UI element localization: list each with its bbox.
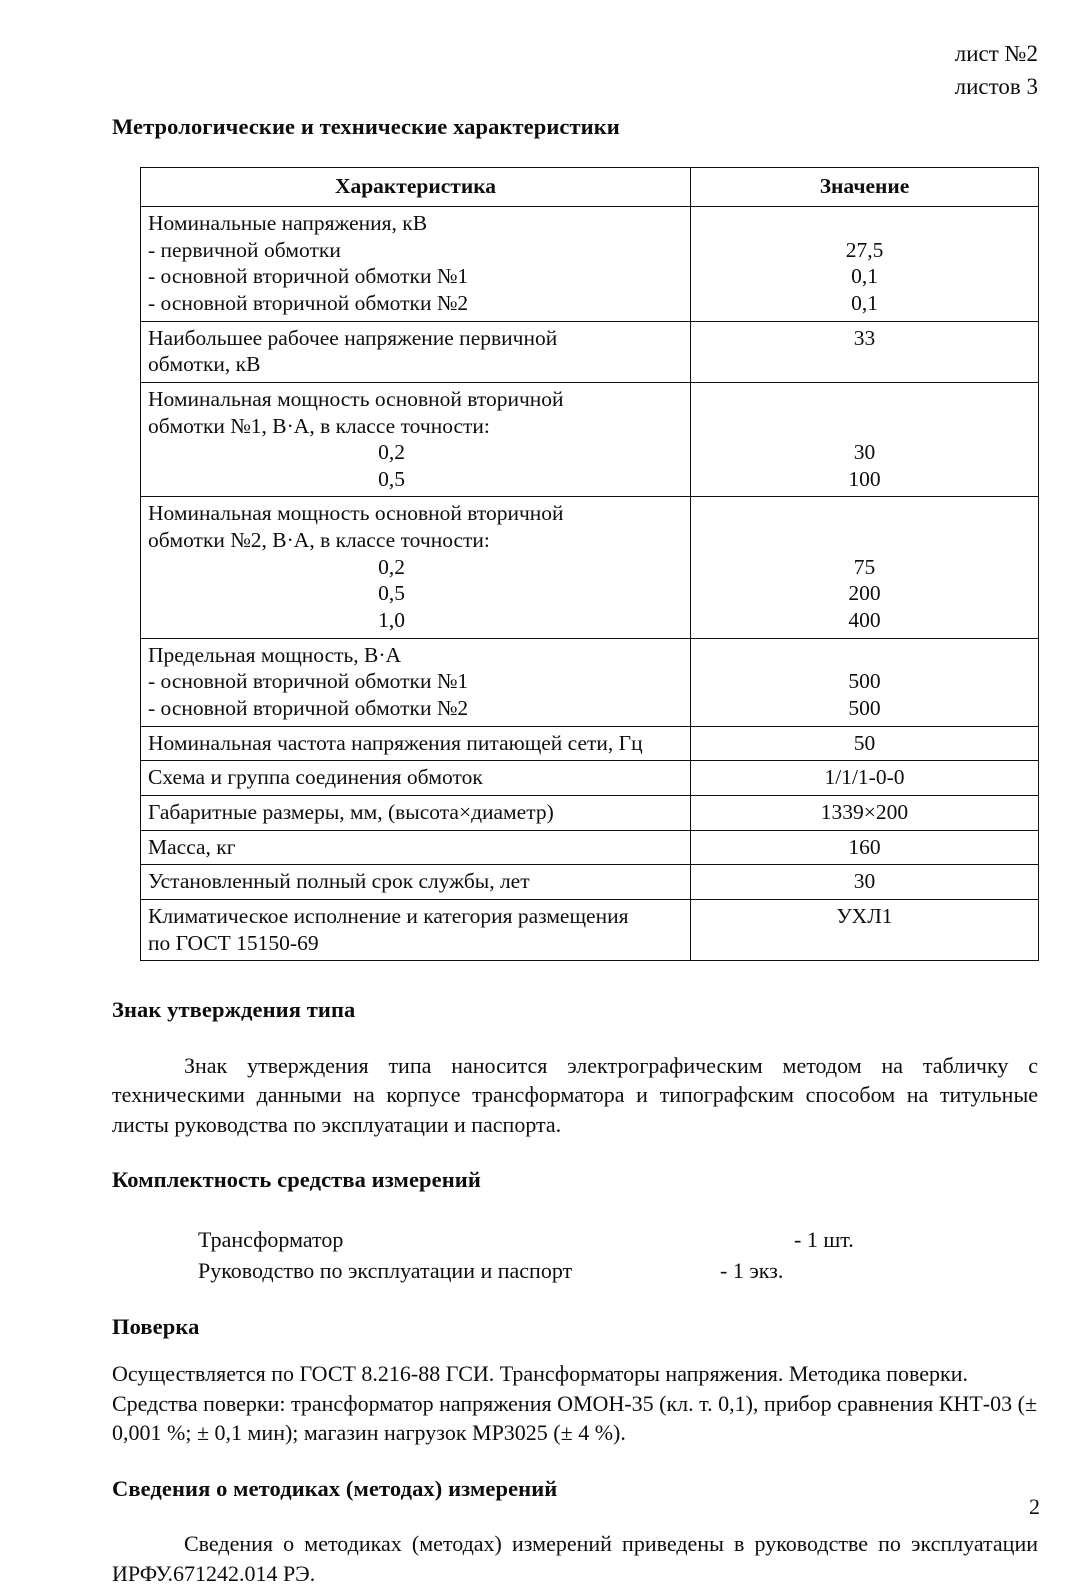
table-cell-line: 0,2 bbox=[378, 554, 405, 579]
table-cell-line: 100 bbox=[848, 466, 881, 491]
table-cell-line: - основной вторичной обмотки №2 bbox=[148, 696, 469, 721]
specifications-table bbox=[140, 167, 1039, 961]
verification-paragraph: Осуществляется по ГОСТ 8.216-88 ГСИ. Трансформаторы напряжения. Методика поверки. Средства поверки: трансформатор напряжения ОМОН-35 (кл. т. 0,1), прибор сравнения КНТ-03 (± 0,001 %; ± 0,1 мин); магазин нагрузок МР3025 (± 4 %). bbox=[112, 1361, 1038, 1446]
table-cell-value bbox=[691, 796, 1039, 831]
table-cell-line: Схема и группа соединения обмоток bbox=[148, 765, 483, 790]
table-cell-line: 50 bbox=[853, 730, 876, 755]
table-cell-line: Наибольшее рабочее напряжение первичной bbox=[148, 325, 558, 350]
table-cell-line: 0,1 bbox=[851, 290, 878, 315]
table-cell-line: обмотки №2, В·А, в классе точности: bbox=[148, 528, 490, 553]
table-cell-characteristic bbox=[141, 830, 691, 865]
kit-item-name: Руководство по эксплуатации и паспорт bbox=[198, 1258, 573, 1284]
page-number: 2 bbox=[1029, 1494, 1040, 1519]
table-cell-line: Климатическое исполнение и категория размещения bbox=[148, 904, 629, 928]
table-cell-line: 160 bbox=[848, 834, 881, 859]
table-cell-characteristic bbox=[141, 321, 691, 382]
table-cell-characteristic bbox=[141, 796, 691, 831]
table-cell-line: 27,5 bbox=[845, 237, 884, 262]
table-row bbox=[141, 830, 1039, 865]
table-cell-line: Габаритные размеры, мм, (высота×диаметр) bbox=[148, 800, 554, 825]
table-cell-line: 30 bbox=[853, 869, 876, 894]
table-cell-value bbox=[691, 382, 1039, 497]
table-row bbox=[141, 796, 1039, 831]
table-cell-characteristic bbox=[141, 865, 691, 900]
table-cell-value bbox=[691, 497, 1039, 638]
table-cell-line: 0,5 bbox=[378, 466, 405, 491]
table-cell-line: Номинальная частота напряжения питающей сети, Гц bbox=[148, 730, 643, 755]
kit-list-item bbox=[198, 1224, 1038, 1255]
table-cell-line: 0,1 bbox=[851, 264, 878, 289]
table-cell-characteristic bbox=[141, 638, 691, 726]
type-mark-paragraph: Знак утверждения типа наносится электрографическим методом на табличку с техническими данными на корпусе трансформатора и типографским способом на титульные листы руководства по эксплуатации и паспорта. bbox=[112, 1052, 1038, 1137]
sheets-total: листов 3 bbox=[954, 73, 1038, 99]
table-row bbox=[141, 497, 1039, 638]
verification-heading: Поверка bbox=[112, 1314, 200, 1340]
sheet-number: лист №2 bbox=[954, 41, 1038, 66]
table-cell-line: Номинальные напряжения, кВ bbox=[148, 210, 428, 235]
table-row bbox=[141, 638, 1039, 726]
kit-item-quantity: - 1 шт. bbox=[794, 1227, 854, 1253]
specifications-table-wrapper bbox=[140, 167, 1038, 961]
table-cell-line: - основной вторичной обмотки №1 bbox=[148, 264, 469, 289]
table-cell-line: Предельная мощность, В·А bbox=[148, 642, 402, 667]
table-cell-line: 1339×200 bbox=[820, 800, 909, 825]
specs-heading: Метрологические и технические характеристики bbox=[112, 114, 620, 139]
column-header-characteristic: Характеристика bbox=[141, 168, 691, 207]
table-cell-line: обмотки, кВ bbox=[148, 352, 261, 377]
table-cell-line: по ГОСТ 15150-69 bbox=[148, 930, 319, 955]
table-cell-characteristic bbox=[141, 497, 691, 638]
table-cell-line: - первичной обмотки bbox=[148, 237, 341, 262]
table-cell-line: Масса, кг bbox=[148, 834, 236, 859]
table-cell-value bbox=[691, 900, 1039, 961]
kit-item-quantity: - 1 экз. bbox=[720, 1258, 784, 1284]
table-row bbox=[141, 900, 1039, 961]
table-cell-line: Номинальная мощность основной вторичной bbox=[148, 501, 564, 526]
table-row bbox=[141, 865, 1039, 900]
table-cell-value bbox=[691, 206, 1039, 321]
table-cell-line: УХЛ1 bbox=[836, 904, 893, 928]
table-cell-line: 500 bbox=[848, 696, 881, 721]
table-cell-line: 33 bbox=[853, 325, 876, 350]
column-header-value: Значение bbox=[691, 168, 1039, 207]
kit-list-item bbox=[198, 1255, 1038, 1286]
table-row bbox=[141, 382, 1039, 497]
table-cell-value bbox=[691, 726, 1039, 761]
table-cell-line: 400 bbox=[848, 608, 881, 633]
table-cell-line: 30 bbox=[853, 440, 876, 465]
table-cell-line: 1/1/1-0-0 bbox=[824, 765, 905, 790]
table-row bbox=[141, 206, 1039, 321]
running-head bbox=[955, 38, 1038, 103]
table-row bbox=[141, 761, 1039, 796]
table-cell-characteristic bbox=[141, 900, 691, 961]
table-cell-characteristic bbox=[141, 382, 691, 497]
table-cell-line: 500 bbox=[848, 669, 881, 694]
table-cell-value bbox=[691, 830, 1039, 865]
table-cell-characteristic bbox=[141, 761, 691, 796]
table-cell-line: 1,0 bbox=[378, 608, 405, 633]
kit-heading: Комплектность средства измерений bbox=[112, 1166, 481, 1192]
table-cell-line: 200 bbox=[848, 581, 881, 606]
table-cell-line: - основной вторичной обмотки №2 bbox=[148, 290, 469, 315]
table-cell-line: - основной вторичной обмотки №1 bbox=[148, 669, 469, 694]
table-cell-line: Установленный полный срок службы, лет bbox=[148, 869, 530, 894]
table-cell-line: 75 bbox=[853, 554, 876, 579]
table-cell-value bbox=[691, 761, 1039, 796]
table-cell-line: обмотки №1, В·А, в классе точности: bbox=[148, 413, 490, 438]
table-cell-value bbox=[691, 865, 1039, 900]
type-mark-heading: Знак утверждения типа bbox=[112, 997, 356, 1023]
table-header-row bbox=[141, 168, 1039, 207]
table-row bbox=[141, 321, 1039, 382]
kit-item-name: Трансформатор bbox=[198, 1227, 344, 1253]
table-cell-value bbox=[691, 321, 1039, 382]
methods-paragraph: Сведения о методиках (методах) измерений приведены в руководстве по эксплуатации ИРФУ.671242.014 РЭ. bbox=[112, 1531, 1038, 1586]
table-cell-characteristic bbox=[141, 206, 691, 321]
table-cell-line: 0,2 bbox=[378, 440, 405, 465]
document-content bbox=[112, 112, 1038, 1588]
table-cell-characteristic bbox=[141, 726, 691, 761]
table-cell-line: Номинальная мощность основной вторичной bbox=[148, 386, 564, 411]
table-cell-line: 0,5 bbox=[378, 581, 405, 606]
methods-heading: Сведения о методиках (методах) измерений bbox=[112, 1475, 558, 1501]
kit-list bbox=[198, 1224, 1038, 1286]
specifications-table-body bbox=[141, 206, 1039, 960]
table-cell-value bbox=[691, 638, 1039, 726]
table-row bbox=[141, 726, 1039, 761]
